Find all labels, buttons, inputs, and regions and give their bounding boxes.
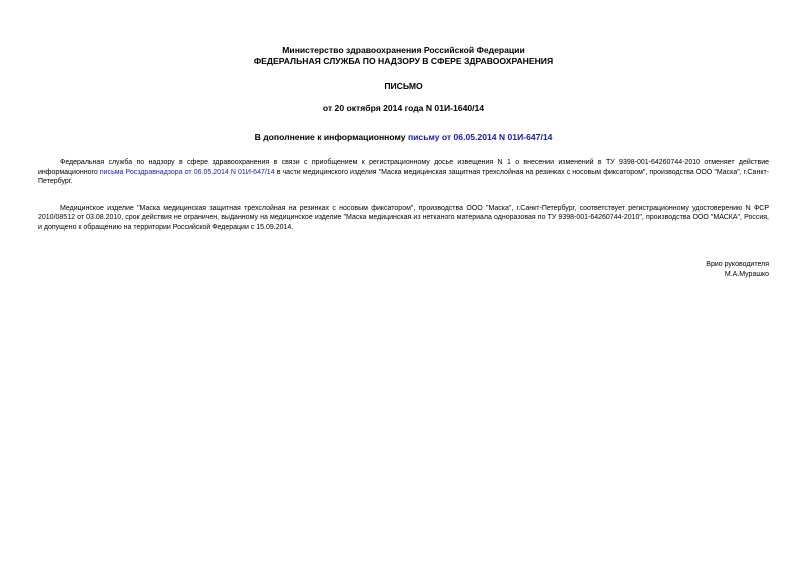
- roszdravnadzor-letter-link[interactable]: письма Росздравнадзора от 06.05.2014 N 01И-647/14: [99, 168, 275, 176]
- signatory-name: М.А.Мурашко: [724, 271, 769, 278]
- service-name: ФЕДЕРАЛЬНАЯ СЛУЖБА ПО НАДЗОРУ В СФЕРЕ ЗДРАВООХРАНЕНИЯ: [253, 56, 554, 66]
- paragraph-2: Медицинское изделие "Маска медицинская защитная трехслойная на резинках с носовым фиксатором", производства ООО "Маска", г.Санкт-Петербург, соответствует регистрационному удостоверению N ФСР 2010/08512 от 03.08.2010, срок действия не ограничен, выданному на медицинское изделие "Маска медицинская из нетканого материала одноразовая по ТУ 9398-001-64260744-2010", производства ООО "МАСКА", Россия, и допущено к обращению на территории Российской Федерации с 15.09.2014.: [38, 204, 769, 231]
- paragraph-1-text-start: Федеральная служба по надзору в сфере здравоохранения в связи с приобщением к регистрационному досье извещения N 1 о внесении изменений в ТУ 9398-001-64260744-2010 отменяет действие информационного: [38, 159, 769, 176]
- document-type: ПИСЬМО: [384, 81, 423, 91]
- ministry-name: Министерство здравоохранения Российской Федерации: [282, 45, 525, 55]
- paragraph-1: [38, 158, 769, 187]
- signatory-title: Врио руководителя: [706, 261, 769, 268]
- document-subject: [0, 132, 807, 143]
- paragraph-1-text-end: в части медицинского изделия "Маска медицинская защитная трехслойная на резинках с носовым фиксатором", производства ООО "Маска", г.Санкт-Петербург.: [38, 168, 769, 186]
- document-date: от 20 октября 2014 года N 01И-1640/14: [322, 103, 485, 113]
- signature-block: [706, 260, 769, 280]
- document-header: [0, 45, 807, 143]
- document-body: [38, 158, 769, 233]
- subject-letter-link[interactable]: письму от 06.05.2014 N 01И-647/14: [407, 132, 553, 142]
- subject-prefix: В дополнение к информационному: [254, 132, 408, 142]
